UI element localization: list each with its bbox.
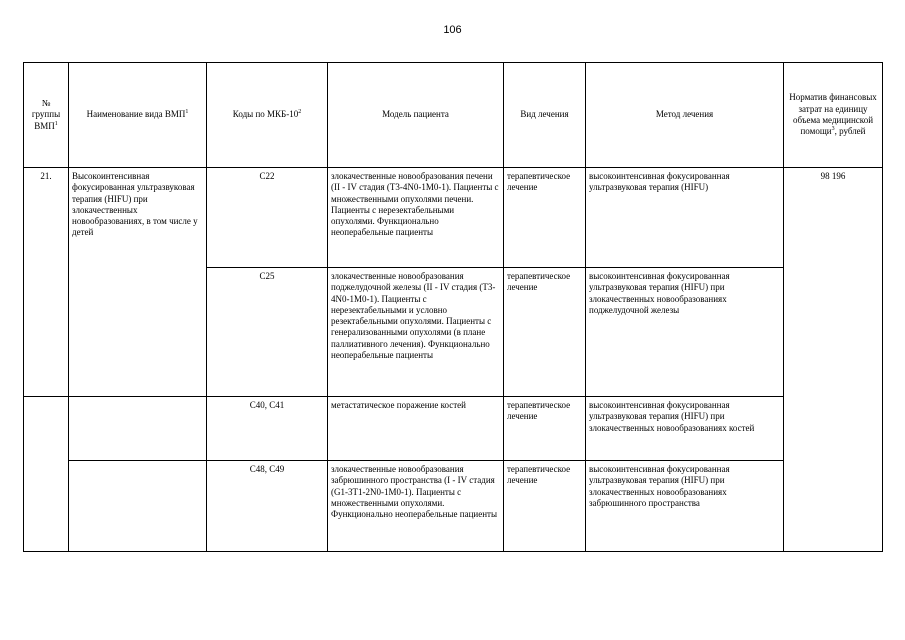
vmp-name-empty	[69, 461, 207, 552]
icd-code: C40, C41	[207, 397, 328, 461]
header-name: Наименование вида ВМП$^1$	[69, 63, 207, 168]
patient-model: метастатическое поражение костей	[328, 397, 504, 461]
icd-code: C25	[207, 268, 328, 397]
treatment-method: высокоинтенсивная фокусированная ультразвуковая терапия (HIFU) при злокачественных новообразованиях костей	[586, 397, 784, 461]
patient-model: злокачественные новообразования забрюшинного пространства (I - IV стадия (G1-3T1-2N0-1M0-1). Пациенты с множественными опухолями. Функционально неоперабельные пациенты	[328, 461, 504, 552]
table-header-row	[24, 63, 883, 168]
vmp-name: Высокоинтенсивная фокусированная ультразвуковая терапия (HIFU) при злокачественных новообразованиях, в том числе у детей	[69, 168, 207, 397]
group-number-empty	[24, 397, 69, 552]
patient-model: злокачественные новообразования поджелудочной железы (II - IV стадия (T3-4N0-1M0-1). Пациенты с нерезектабельными и условно резектабельными опухолями. Пациенты с генерализованными опухолями (в плане паллиативного лечения). Функционально неоперабельные пациенты	[328, 268, 504, 397]
treatment-kind: терапевтическое лечение	[504, 397, 586, 461]
table-row	[24, 461, 883, 552]
financial-norm: 98 196	[784, 168, 883, 552]
treatment-method: высокоинтенсивная фокусированная ультразвуковая терапия (HIFU) при злокачественных новообразованиях поджелудочной железы	[586, 268, 784, 397]
treatment-kind: терапевтическое лечение	[504, 268, 586, 397]
header-method: Метод лечения	[586, 63, 784, 168]
header-codes: Коды по МКБ-$10^2$	[207, 63, 328, 168]
header-group: № группы ВМП$^1$	[24, 63, 69, 168]
header-kind: Вид лечения	[504, 63, 586, 168]
icd-code: C22	[207, 168, 328, 268]
header-model: Модель пациента	[328, 63, 504, 168]
patient-model: злокачественные новообразования печени (II - IV стадия (T3-4N0-1M0-1). Пациенты с множественными опухолями печени. Пациенты с нерезектабельными опухолями. Функционально неоперабельные пациенты	[328, 168, 504, 268]
vmp-table	[23, 62, 883, 552]
table-row	[24, 397, 883, 461]
group-number: 21.	[24, 168, 69, 397]
treatment-kind: терапевтическое лечение	[504, 168, 586, 268]
vmp-name-empty	[69, 397, 207, 461]
treatment-kind: терапевтическое лечение	[504, 461, 586, 552]
header-norm: Норматив финансовых затрат на единицу объема медицинской помощи$^3$, рублей	[784, 63, 883, 168]
page-number: 106	[443, 24, 462, 36]
treatment-method: высокоинтенсивная фокусированная ультразвуковая терапия (HIFU)	[586, 168, 784, 268]
table-row	[24, 168, 883, 268]
icd-code: C48, C49	[207, 461, 328, 552]
treatment-method: высокоинтенсивная фокусированная ультразвуковая терапия (HIFU) при злокачественных новообразованиях забрюшинного пространства	[586, 461, 784, 552]
